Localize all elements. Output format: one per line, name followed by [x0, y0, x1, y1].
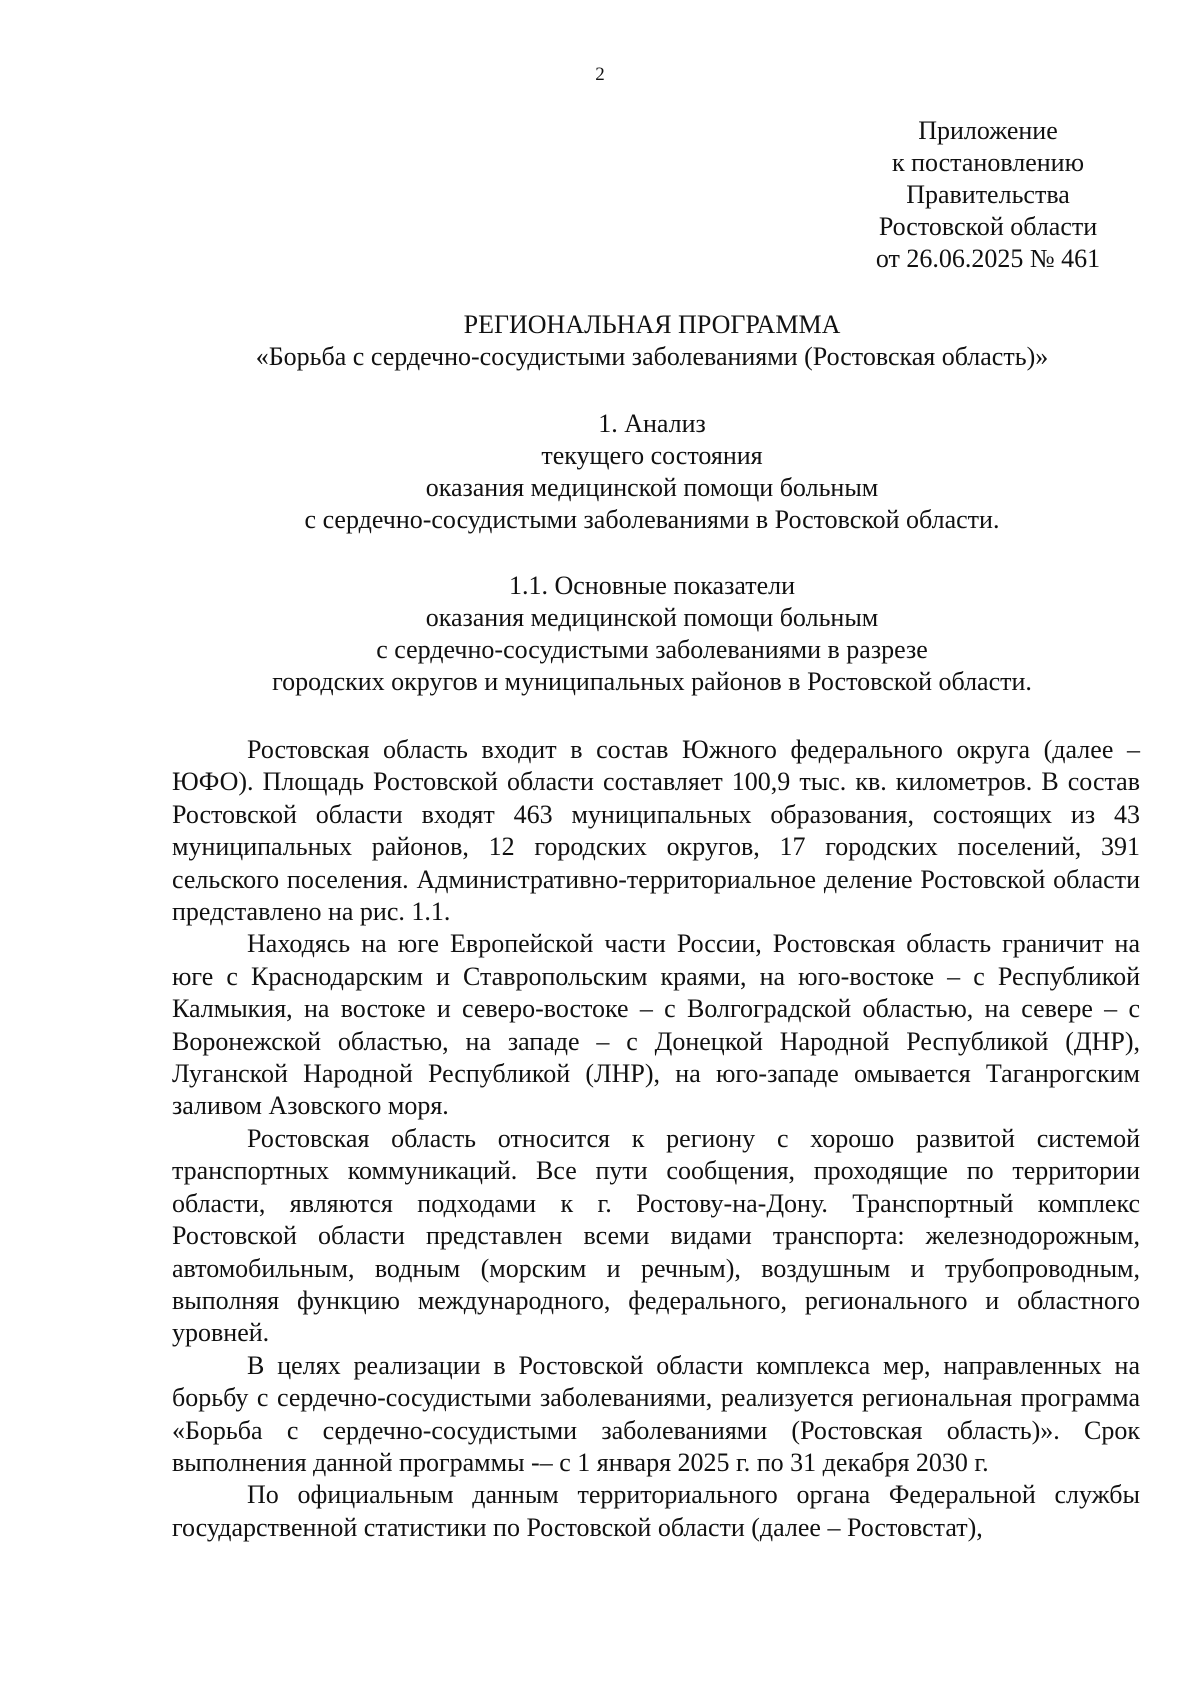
section-heading-line: текущего состояния: [541, 441, 763, 470]
subsection-heading-line: оказания медицинской помощи больным: [425, 603, 879, 632]
paragraph: Находясь на юге Европейской части России, Ростовская область граничит на юге с Краснодарским и Ставропольским краями, на юго-востоке – с Республикой Калмыкия, на востоке и северо-востоке – с Волгоградской областью, на севере – с Воронежской областью, на западе – с Донецкой Народной Республикой (ДНР), Луганской Народной Республикой (ЛНР), на юго-западе омывается Таганрогским заливом Азовского моря.: [172, 929, 1140, 1121]
body-text: [172, 734, 1140, 1544]
subsection-heading-line: 1.1. Основные показатели: [508, 571, 796, 600]
appendix-line: Правительства: [906, 180, 1070, 209]
appendix-line: Приложение: [918, 116, 1058, 145]
appendix-line: к постановлению: [891, 148, 1085, 177]
section-heading-line: оказания медицинской помощи больным: [425, 473, 879, 502]
section-1-1-heading: [172, 570, 1132, 698]
paragraph: По официальным данным территориального органа Федеральной службы государственной статистики по Ростовской области (далее – Ростовстат),: [172, 1480, 1140, 1542]
appendix-line: Ростовской области: [878, 212, 1098, 241]
paragraph: В целях реализации в Ростовской области комплекса мер, направленных на борьбу с сердечно-сосудистыми заболеваниями, реализуется региональная программа «Борьба с сердечно-сосудистыми заболеваниями (Ростовская область)». Срок выполнения данной программы -– с 1 января 2025 г. по 31 декабря 2030 г.: [172, 1350, 1140, 1477]
program-title: РЕГИОНАЛЬНАЯ ПРОГРАММА: [463, 310, 841, 339]
section-heading-line: 1. Анализ: [598, 409, 706, 438]
appendix-header: [838, 115, 1138, 275]
appendix-date-number: от 26.06.2025 № 461: [875, 244, 1101, 273]
section-1-heading: [172, 408, 1132, 536]
paragraph: Ростовская область входит в состав Южного федерального округа (далее – ЮФО). Площадь Ростовской области составляет 100,9 тыс. кв. километров. В состав Ростовской области входят 463 муниципальных образования, состоящих из 43 муниципальных районов, 12 городских округов, 17 городских поселений, 391 сельского поселения. Административно-территориальное деление Ростовской области представлено на рис. 1.1.: [172, 735, 1140, 927]
program-heading: [172, 309, 1132, 373]
subsection-heading-line: с сердечно-сосудистыми заболеваниями в разрезе: [376, 635, 928, 664]
program-subtitle: «Борьба с сердечно-сосудистыми заболеваниями (Ростовская область)»: [255, 342, 1049, 371]
subsection-heading-line: городских округов и муниципальных районов в Ростовской области.: [272, 667, 1032, 696]
page-number: 2: [595, 64, 605, 85]
paragraph: Ростовская область относится к региону с хорошо развитой системой транспортных коммуникаций. Все пути сообщения, проходящие по территории области, являются подходами к г. Ростову-на-Дону. Транспортный комплекс Ростовской области представлен всеми видами транспорта: железнодорожным, автомобильным, водным (морским и речным), воздушным и трубопроводным, выполняя функцию международного, федерального, регионального и областного уровней.: [172, 1123, 1140, 1348]
section-heading-line: с сердечно-сосудистыми заболеваниями в Ростовской области.: [304, 505, 1000, 534]
